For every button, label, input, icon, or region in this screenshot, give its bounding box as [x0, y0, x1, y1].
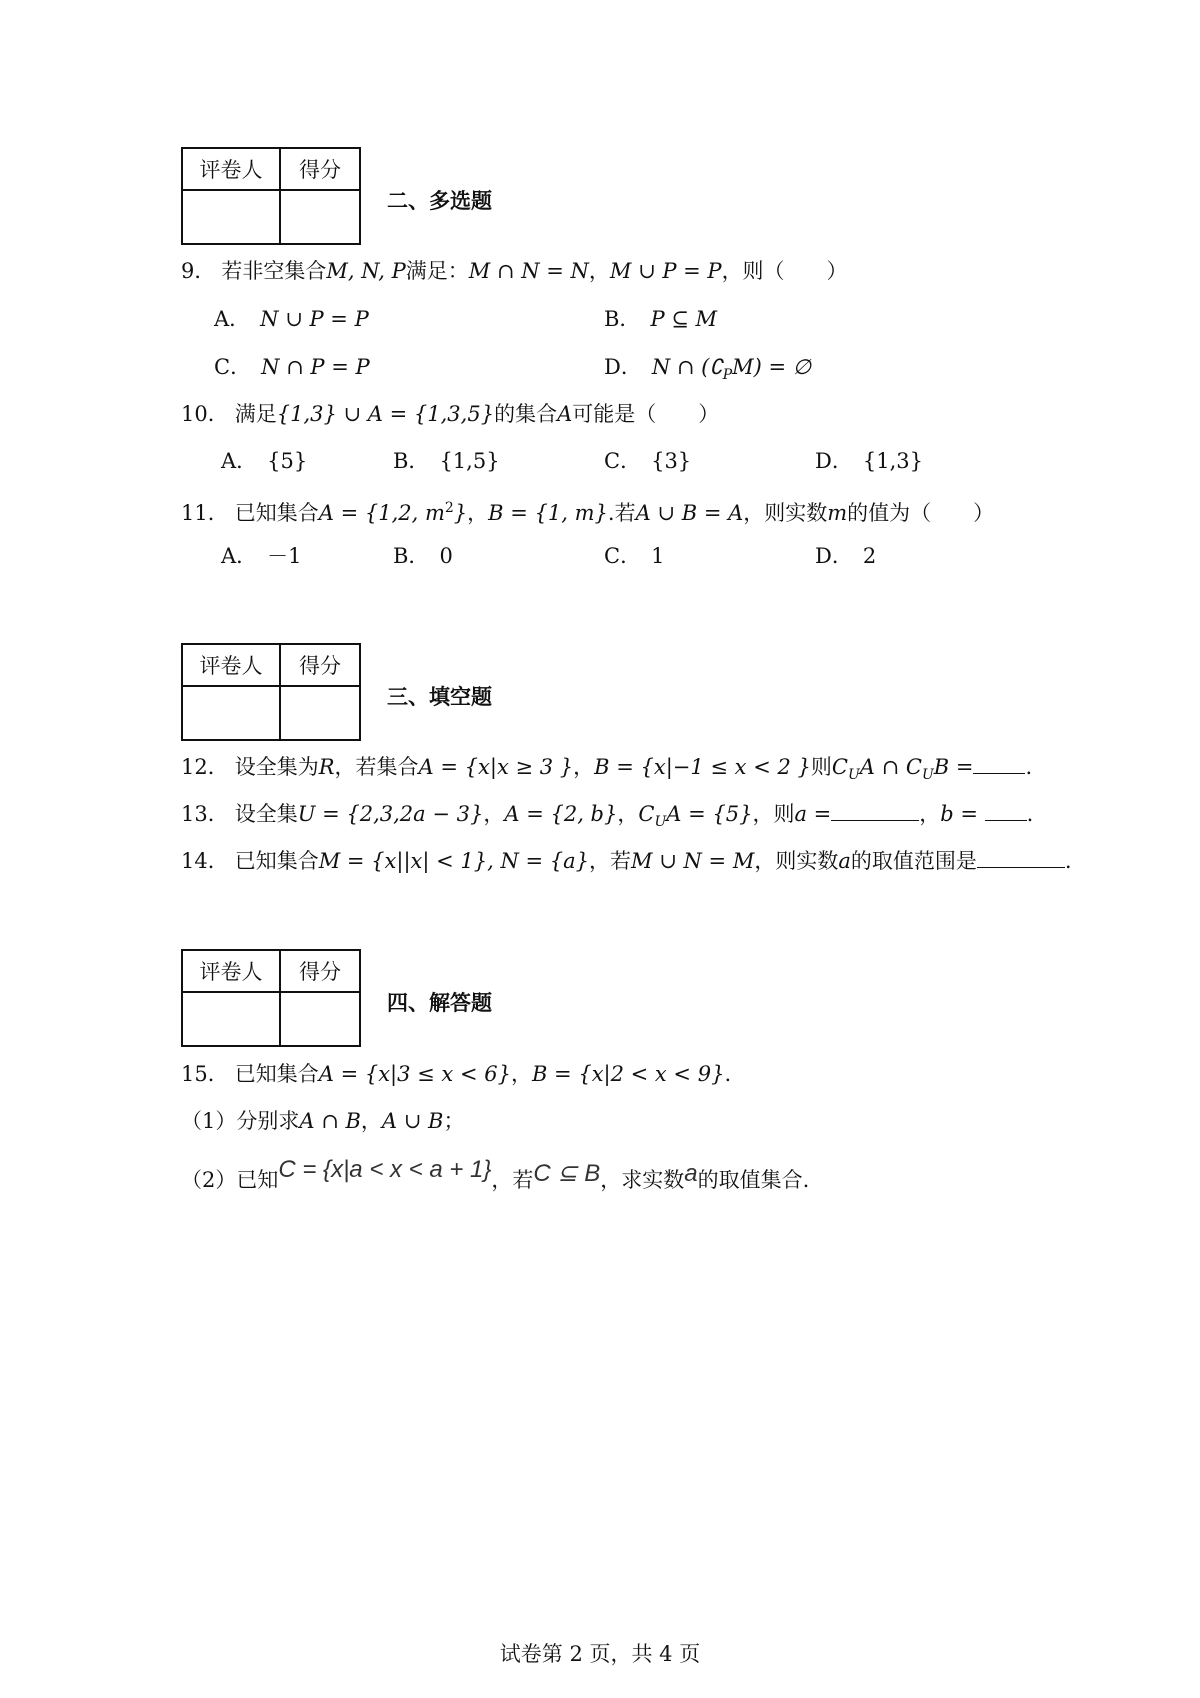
question-15-part-1: （1）分别求A ∩ B，A ∪ B；: [181, 1109, 465, 1133]
question-14: 14． 已知集合M = {x||x| < 1}, N = {a}，若M ∪ N = M，则实数a的取值范围是 .: [181, 849, 1072, 873]
grader-header: 评卷人: [182, 950, 280, 992]
grader-header: 评卷人: [182, 644, 280, 686]
grader-header: 评卷人: [182, 148, 280, 190]
math-image-c-subset-b: C ⊆ B: [533, 1160, 601, 1187]
score-block-section-2: [181, 147, 581, 245]
score-header: 得分: [280, 148, 360, 190]
question-9: 9． 若非空集合M, N, P满足：M ∩ N = N，M ∪ P = P，则（ ）: [181, 259, 848, 283]
option-10b[interactable]: B． {1,5}: [393, 449, 500, 473]
option-11a[interactable]: A． －1: [221, 544, 302, 568]
score-cell: [280, 190, 360, 244]
option-10d[interactable]: D． {1,3}: [815, 449, 923, 473]
answer-blank[interactable]: [973, 755, 1025, 774]
section-title: 三、填空题: [387, 685, 492, 709]
score-header: 得分: [280, 644, 360, 686]
option-11d[interactable]: D． 2: [815, 544, 877, 568]
option-9a[interactable]: A． N ∪ P = P: [214, 307, 369, 331]
question-15-part-2: （2）已知C = {x|a < x < a + 1}，若C ⊆ B，求实数a的取值集合.: [181, 1156, 810, 1192]
section-title: 四、解答题: [387, 991, 492, 1015]
score-table: [181, 949, 361, 1047]
question-15: 15． 已知集合A = {x|3 ≤ x < 6}，B = {x|2 < x < 9}.: [181, 1062, 732, 1086]
section-title: 二、多选题: [387, 189, 492, 213]
option-10a[interactable]: A． {5}: [221, 449, 308, 473]
score-block-section-3: [181, 643, 581, 741]
question-13: 13． 设全集U = {2,3,2a − 3}，A = {2, b}，$C_UA = \{5\}$，则a = ，b = .: [181, 802, 1034, 831]
math-image-c-set: C = {x|a < x < a + 1}: [278, 1156, 492, 1183]
option-11b[interactable]: B． 0: [393, 544, 453, 568]
question-12: 12． 设全集为R，若集合A = {x|x ≥ 3 }，B = {x|−1 ≤ x < 2 }则$C_UA$ ∩ $C_UB$ = .: [181, 755, 1033, 784]
score-table: [181, 643, 361, 741]
score-header: 得分: [280, 950, 360, 992]
option-10c[interactable]: C． {3}: [604, 449, 692, 473]
option-11c[interactable]: C． 1: [604, 544, 665, 568]
score-cell: [280, 992, 360, 1046]
answer-blank-a[interactable]: [831, 802, 919, 821]
score-block-section-4: [181, 949, 581, 1047]
question-10: 10． 满足{1,3} ∪ A = {1,3,5}的集合A可能是（ ）: [181, 402, 720, 426]
grader-cell: [182, 190, 280, 244]
score-table: [181, 147, 361, 245]
option-9c[interactable]: C． N ∩ P = P: [214, 355, 370, 379]
math-image-a: a: [684, 1160, 698, 1187]
answer-blank-b[interactable]: [985, 802, 1027, 821]
answer-blank[interactable]: [977, 849, 1065, 868]
option-9b[interactable]: B． P ⊆ M: [604, 307, 718, 331]
question-11: 11． 已知集合A = {1,2, $m^2$}，B = {1, m}.若A ∪ B = A，则实数m的值为（ ）: [181, 500, 995, 525]
option-9d[interactable]: D． N ∩ $(∁_PM)$ = ∅: [604, 355, 812, 384]
score-cell: [280, 686, 360, 740]
grader-cell: [182, 686, 280, 740]
grader-cell: [182, 992, 280, 1046]
page-footer: 试卷第 2 页，共 4 页: [499, 1642, 701, 1666]
